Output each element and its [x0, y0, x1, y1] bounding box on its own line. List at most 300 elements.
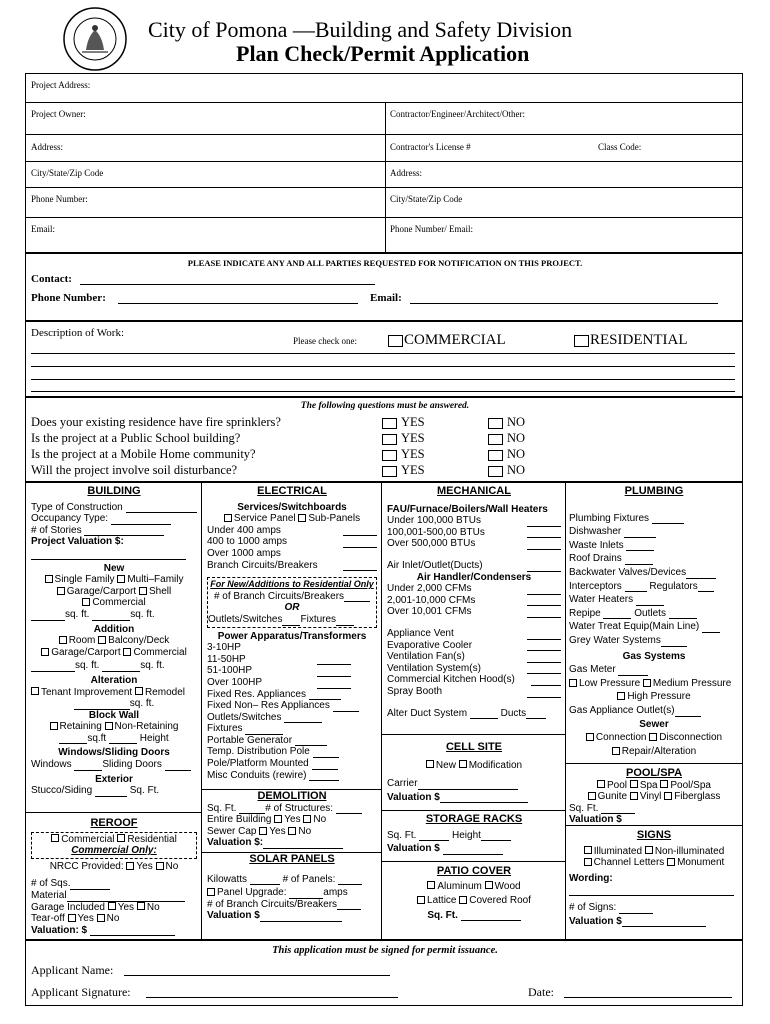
no-label: No: [146, 901, 160, 913]
r2001-field[interactable]: [527, 595, 561, 607]
no-label: No: [106, 913, 120, 925]
notify-email-field[interactable]: [410, 291, 718, 304]
o500-label: Over 500,000 BTUs: [387, 538, 476, 550]
residential-label: RESIDENTIAL: [590, 332, 688, 348]
no-label: NO: [507, 415, 526, 429]
stucco-field[interactable]: [95, 796, 127, 797]
electrical-title: ELECTRICAL: [257, 486, 327, 497]
entire-no-checkbox[interactable]: [303, 815, 311, 823]
hood-label: Commercial Kitchen Hood(s): [387, 674, 515, 686]
solar-valuation-label: Valuation $: [207, 910, 260, 922]
signs-section: [569, 830, 739, 927]
hp2-label: 11-50HP: [207, 653, 246, 665]
cellsite-title: CELL SITE: [445, 742, 503, 753]
fixed-res-label: Fixed Res. Appliances: [207, 688, 306, 700]
low-pressure-label: Low Pressure: [579, 677, 641, 689]
question-text: Will the project involve soil disturbance?: [31, 463, 238, 477]
medium-pressure-label: Medium Pressure: [652, 677, 732, 689]
patio-sqft-field[interactable]: [461, 920, 521, 921]
construction-type-label: Type of Construction: [31, 501, 123, 513]
poolspa-label: Pool/Spa: [670, 779, 711, 791]
under400-field[interactable]: [343, 525, 377, 537]
nrcc-label: NRCC Provided:: [49, 860, 124, 872]
service-panel-checkbox[interactable]: [224, 514, 232, 522]
treat-label: Water Treat Equip(Main Line): [569, 621, 700, 633]
no-label: No: [313, 814, 327, 826]
misc-field[interactable]: [309, 780, 339, 781]
date-label: Date:: [528, 985, 554, 999]
question-text: Is the project at a Public School building?: [31, 431, 241, 445]
addition-sqft-field-1[interactable]: [31, 671, 75, 672]
no-label: NO: [507, 447, 526, 461]
kw-field[interactable]: [250, 884, 280, 885]
medium-pressure-checkbox[interactable]: [643, 679, 651, 687]
reroof-residential-checkbox[interactable]: [117, 834, 125, 842]
solar-valuation-field[interactable]: [260, 921, 342, 922]
sqft-label: Sq. Ft.: [129, 785, 160, 797]
yes-checkbox[interactable]: [382, 466, 397, 477]
electrical-section: [207, 486, 377, 781]
question-text: Is the project at a Mobile Home community?: [31, 447, 256, 461]
reroof-valuation-label: Valuation: $: [31, 924, 88, 936]
demo-valuation-label: Valuation $:: [207, 837, 264, 849]
pool-title: POOL/SPA: [625, 768, 683, 779]
alter-duct-label: Alter Duct System: [387, 707, 468, 719]
roof-drains-label: Roof Drains: [569, 553, 622, 565]
new-commercial-label: Commercial: [92, 597, 146, 609]
tearoff-no-checkbox[interactable]: [97, 914, 105, 922]
addition-sqft-field-2[interactable]: [102, 671, 140, 672]
gas-meter-label: Gas Meter: [569, 664, 616, 676]
demolition-title: DEMOLITION: [257, 791, 327, 802]
monument-checkbox[interactable]: [667, 858, 675, 866]
temp-label: Temp. Distribution Pole: [207, 746, 310, 758]
o10001-field[interactable]: [527, 606, 561, 618]
room-checkbox[interactable]: [59, 636, 67, 644]
single-family-checkbox[interactable]: [45, 575, 53, 583]
windows-field[interactable]: [74, 770, 102, 771]
yes-option[interactable]: [382, 414, 488, 430]
retaining-checkbox[interactable]: [50, 722, 58, 730]
stucco-label: Stucco/Siding: [31, 785, 93, 797]
multi-family-label: Multi–Family: [127, 574, 184, 586]
plumbing-section: [569, 486, 739, 757]
illuminated-checkbox[interactable]: [584, 846, 592, 854]
shell-label: Shell: [149, 585, 172, 597]
yes-option[interactable]: [382, 430, 488, 446]
description-line-3[interactable]: [31, 379, 735, 380]
roof-drains-field[interactable]: [625, 564, 653, 565]
question-row: [31, 462, 551, 478]
panels-field[interactable]: [338, 884, 362, 885]
backwater-label: Backwater Valves/Devices: [569, 566, 687, 578]
questions-list: [31, 414, 551, 478]
no-option[interactable]: [488, 414, 525, 430]
no-option[interactable]: [488, 462, 525, 478]
u100-field[interactable]: [527, 515, 561, 527]
branch-field[interactable]: [343, 560, 377, 572]
disconnection-checkbox[interactable]: [649, 733, 657, 741]
covered-roof-label: Covered Roof: [469, 895, 531, 907]
sewer-no-checkbox[interactable]: [288, 827, 296, 835]
spa-label: Spa: [639, 779, 658, 791]
signs-valuation-field[interactable]: [622, 926, 706, 927]
pool-checkbox[interactable]: [597, 780, 605, 788]
cellsite-section: [387, 742, 561, 803]
mechanical-title: MECHANICAL: [437, 486, 511, 497]
entire-yes-checkbox[interactable]: [274, 815, 282, 823]
misc-label: Misc Conduits (rewire): [207, 769, 307, 781]
sqft-label: sq. ft.: [65, 608, 90, 620]
dishwasher-label: Dishwasher: [569, 526, 622, 538]
nrcc-no-checkbox[interactable]: [156, 862, 164, 870]
high-pressure-label: High Pressure: [627, 691, 691, 703]
vsys-label: Ventilation System(s): [387, 662, 481, 674]
description-line-1[interactable]: [31, 353, 735, 354]
regulators-label: Regulators: [649, 580, 698, 592]
notify-email-label: Email:: [370, 292, 402, 304]
air-inlet-field[interactable]: [527, 560, 561, 572]
reroof-valuation-field[interactable]: [90, 935, 175, 936]
spa-checkbox[interactable]: [630, 780, 638, 788]
addition-commercial-checkbox[interactable]: [123, 648, 131, 656]
vinyl-label: Vinyl: [639, 791, 662, 803]
nrcc-yes-checkbox[interactable]: [126, 862, 134, 870]
illuminated-label: Illuminated: [593, 845, 643, 857]
sqft-label: sq. ft.: [75, 660, 100, 672]
fans-label: Ventilation Fan(s): [387, 651, 465, 663]
description-line-2[interactable]: [31, 366, 735, 367]
new-heading: New: [103, 562, 125, 574]
air-inlet-label: Air Inlet/Outlet(Ducts): [387, 559, 483, 571]
hood-field[interactable]: [531, 674, 561, 686]
lattice-label: Lattice: [427, 895, 457, 907]
blockwall-heading: Block Wall: [88, 709, 140, 721]
patio-title: PATIO COVER: [436, 866, 512, 877]
notify-phone-label: Phone Number:: [31, 292, 106, 304]
u2000-field[interactable]: [527, 583, 561, 595]
new-commercial-checkbox[interactable]: [82, 598, 90, 606]
residential-option[interactable]: [574, 332, 688, 349]
reroof-section: [31, 818, 197, 936]
yes-checkbox[interactable]: [382, 418, 397, 429]
monument-label: Monument: [677, 857, 725, 869]
repair-checkbox[interactable]: [612, 747, 620, 755]
material-label: Material: [31, 889, 67, 901]
spray-field[interactable]: [527, 686, 561, 698]
cell-valuation-label: Valuation $: [387, 791, 440, 803]
pool-valuation-field[interactable]: [622, 825, 714, 826]
project-valuation-field[interactable]: [31, 552, 186, 560]
o10001-label: Over 10,001 CFMs: [387, 606, 472, 618]
treat-field[interactable]: [702, 632, 720, 633]
signs-title: SIGNS: [636, 830, 672, 841]
addition-garage-checkbox[interactable]: [41, 648, 49, 656]
alteration-heading: Alteration: [90, 674, 138, 686]
plumb-outlets-field[interactable]: [669, 618, 697, 619]
no-option[interactable]: [488, 430, 525, 446]
storage-sqft-field[interactable]: [419, 840, 449, 841]
demolition-section: [207, 791, 377, 849]
no-checkbox[interactable]: [488, 418, 503, 429]
branch-label: Branch Circuits/Breakers: [207, 559, 318, 571]
portable-label: Portable Generator: [207, 734, 293, 746]
wording-label: Wording:: [569, 872, 613, 884]
sewer-yes-checkbox[interactable]: [259, 827, 267, 835]
contact-field[interactable]: [80, 272, 375, 285]
high-pressure-checkbox[interactable]: [617, 692, 625, 700]
garage-no-checkbox[interactable]: [137, 902, 145, 910]
applicant-signature-field[interactable]: [146, 984, 398, 998]
wall-length-field[interactable]: [59, 743, 87, 744]
backwater-field[interactable]: [686, 578, 716, 579]
wood-checkbox[interactable]: [485, 881, 493, 889]
remodel-checkbox[interactable]: [135, 687, 143, 695]
for-new-label: For New/Additions to Residential Only: [210, 579, 374, 590]
page-title: Plan Check/Permit Application: [236, 41, 530, 66]
gas-outlets-label: Gas Appliance Outlet(s): [569, 704, 675, 716]
carrier-field[interactable]: [418, 789, 518, 790]
repipe-field[interactable]: [603, 618, 631, 619]
commercial-label: COMMERCIAL: [404, 332, 506, 348]
signs-valuation-label: Valuation $: [569, 915, 622, 927]
cell-mod-label: Modification: [468, 759, 523, 771]
low-pressure-checkbox[interactable]: [569, 679, 577, 687]
yes-option[interactable]: [382, 462, 488, 478]
building-title: BUILDING: [87, 486, 141, 497]
notify-phone-field[interactable]: [118, 291, 358, 304]
cell-valuation-field[interactable]: [440, 802, 528, 803]
r400-field[interactable]: [343, 536, 377, 548]
non-illuminated-label: Non-illuminated: [654, 845, 725, 857]
questions-heading: The following questions must be answered.: [300, 401, 470, 411]
poolspa-checkbox[interactable]: [660, 780, 668, 788]
shell-checkbox[interactable]: [139, 587, 147, 595]
patio-section: [387, 866, 561, 921]
gas-outlets-field[interactable]: [675, 716, 701, 717]
reroof-commercial-checkbox[interactable]: [51, 834, 59, 842]
contractor-phone-email-label: Phone Number/ Email:: [390, 224, 473, 234]
plumbing-fixtures-label: Plumbing Fixtures: [569, 512, 650, 524]
repipe-label: Repipe: [569, 607, 601, 619]
u100-label: Under 100,000 BTUs: [387, 515, 481, 527]
pool-label: Pool: [607, 779, 628, 791]
structures-field[interactable]: [336, 813, 362, 814]
yes-label: Yes: [269, 825, 286, 837]
commercial-option[interactable]: [388, 332, 506, 349]
entire-label: Entire Building: [207, 814, 272, 826]
branch2-field[interactable]: [344, 601, 370, 602]
class-code-label: Class Code:: [598, 142, 642, 152]
wood-label: Wood: [494, 880, 521, 892]
retaining-label: Retaining: [59, 721, 102, 733]
demo-sqft-label: Sq. Ft.: [207, 802, 237, 814]
wall-height-field[interactable]: [109, 743, 137, 744]
covered-roof-checkbox[interactable]: [459, 896, 467, 904]
no-label: No: [298, 825, 312, 837]
vinyl-checkbox[interactable]: [630, 792, 638, 800]
channel-checkbox[interactable]: [584, 858, 592, 866]
nonretaining-checkbox[interactable]: [105, 722, 113, 730]
vsys-field[interactable]: [527, 663, 561, 675]
applicant-name-label: Applicant Name:: [31, 963, 114, 977]
question-row: [31, 430, 551, 446]
yes-label: YES: [401, 463, 425, 477]
yes-label: Yes: [136, 860, 153, 872]
fixed-non-field[interactable]: [333, 711, 359, 712]
storage-height-field[interactable]: [481, 840, 511, 841]
pool-valuation-label: Valuation $: [569, 814, 622, 826]
r100-field[interactable]: [527, 527, 561, 539]
residential-checkbox[interactable]: [574, 335, 589, 347]
hp1-label: 3-10HP: [207, 642, 241, 654]
yes-label: YES: [401, 447, 425, 461]
vent-label: Appliance Vent: [387, 627, 454, 639]
project-owner-label: Project Owner:: [31, 109, 86, 119]
fiberglass-label: Fiberglass: [674, 791, 721, 803]
sliding-field[interactable]: [165, 770, 191, 771]
tearoff-yes-checkbox[interactable]: [68, 914, 76, 922]
multi-family-checkbox[interactable]: [117, 575, 125, 583]
alter-duct-field[interactable]: [470, 718, 498, 719]
yes-label: Yes: [284, 814, 301, 826]
reroof-residential-label: Residential: [127, 833, 177, 845]
room-label: Room: [68, 635, 96, 647]
yes-checkbox[interactable]: [382, 450, 397, 461]
tearoff-label: Tear-off: [31, 913, 65, 925]
yes-label: Yes: [77, 913, 94, 925]
connection-checkbox[interactable]: [586, 733, 594, 741]
no-label: No: [165, 860, 179, 872]
occupancy-label: Occupancy Type:: [31, 513, 109, 525]
amps-label: amps: [323, 887, 348, 899]
o500-field[interactable]: [527, 538, 561, 550]
aluminum-checkbox[interactable]: [427, 881, 435, 889]
no-checkbox[interactable]: [488, 450, 503, 461]
outlets2-field[interactable]: [284, 722, 322, 723]
carrier-label: Carrier: [387, 778, 418, 790]
solar-title: SOLAR PANELS: [249, 854, 335, 865]
panels-label: # of Panels:: [282, 873, 336, 885]
tenant-checkbox[interactable]: [31, 687, 39, 695]
balcony-checkbox[interactable]: [98, 636, 106, 644]
storage-valuation-label: Valuation $: [387, 843, 440, 855]
project-address-label: Project Address:: [31, 80, 91, 90]
fans-field[interactable]: [527, 651, 561, 663]
garage-yes-checkbox[interactable]: [108, 902, 116, 910]
non-illuminated-checkbox[interactable]: [645, 846, 653, 854]
signs-count-label: # of Signs:: [569, 901, 617, 913]
cell-mod-checkbox[interactable]: [459, 760, 467, 768]
gunite-checkbox[interactable]: [588, 792, 596, 800]
question-row: [31, 446, 551, 462]
addition-heading: Addition: [93, 623, 135, 635]
remodel-label: Remodel: [144, 686, 185, 698]
storage-valuation-field[interactable]: [443, 854, 503, 855]
solar-branch-label: # of Branch Circuits/Breakers: [207, 898, 338, 910]
sub-panels-label: Sub-Panels: [308, 513, 361, 525]
description-line-4[interactable]: [31, 391, 735, 392]
evap-field[interactable]: [527, 640, 561, 652]
evap-label: Evaporative Cooler: [387, 639, 473, 651]
fiberglass-checkbox[interactable]: [664, 792, 672, 800]
description-label: Description of Work:: [31, 327, 125, 339]
sliding-label: Sliding Doors: [102, 759, 162, 771]
applicant-signature-label: Applicant Signature:: [31, 985, 131, 999]
demo-valuation-field[interactable]: [263, 848, 343, 849]
commercial-checkbox[interactable]: [388, 335, 403, 347]
plumbing-fixtures-field[interactable]: [652, 523, 684, 524]
gas-heading: Gas Systems: [622, 650, 686, 662]
project-valuation-label: Project Valuation $:: [31, 536, 124, 548]
panel-upgrade-checkbox[interactable]: [207, 888, 215, 896]
gas-meter-field[interactable]: [618, 675, 648, 676]
disconnection-label: Disconnection: [659, 732, 723, 744]
sub-panels-checkbox[interactable]: [298, 514, 306, 522]
no-option[interactable]: [488, 446, 525, 462]
new-sqft-field-1[interactable]: [31, 620, 65, 621]
sqs-label: # of Sqs.: [31, 878, 71, 890]
grey-label: Grey Water Systems: [569, 634, 661, 646]
wording-field[interactable]: [569, 888, 734, 896]
waste-inlets-field[interactable]: [626, 550, 654, 551]
no-label: NO: [507, 463, 526, 477]
r400-label: 400 to 1000 amps: [207, 536, 288, 548]
outlets-field[interactable]: [282, 625, 300, 626]
interceptors-field[interactable]: [625, 591, 647, 592]
yes-checkbox[interactable]: [382, 434, 397, 445]
garage-checkbox[interactable]: [57, 587, 65, 595]
sqft-label: sq. ft.: [140, 660, 165, 672]
lattice-checkbox[interactable]: [417, 896, 425, 904]
yes-label: Yes: [117, 901, 135, 913]
plumbing-title: PLUMBING: [624, 486, 684, 497]
plumb-outlets-label: Outlets: [634, 607, 666, 619]
applicant-name-field[interactable]: [124, 962, 390, 976]
date-field[interactable]: [564, 984, 732, 998]
hp2-field[interactable]: [317, 654, 351, 666]
regulators-field[interactable]: [698, 591, 714, 592]
interceptors-label: Interceptors: [569, 580, 622, 592]
ducts-field[interactable]: [526, 718, 546, 719]
hp4-field[interactable]: [317, 677, 351, 689]
over1000-label: Over 1000 amps: [207, 547, 281, 559]
fixtures-field[interactable]: [336, 625, 354, 626]
signs-count-field[interactable]: [619, 913, 653, 914]
tenant-label: Tenant Improvement: [41, 686, 133, 698]
no-checkbox[interactable]: [488, 466, 503, 477]
cell-new-checkbox[interactable]: [426, 760, 434, 768]
vent-field[interactable]: [527, 628, 561, 640]
heaters-label: Water Heaters: [569, 594, 634, 606]
owner-address-label: Address:: [31, 142, 63, 152]
r100-label: 100,001-500,00 BTUs: [387, 526, 485, 538]
yes-option[interactable]: [382, 446, 488, 462]
storage-sqft-label: Sq. Ft.: [387, 829, 417, 841]
owner-phone-label: Phone Number:: [31, 194, 88, 204]
power-heading: Power Apparatus/Transformers: [217, 630, 367, 642]
dishwasher-field[interactable]: [624, 537, 656, 538]
contractor-address-label: Address:: [390, 168, 422, 178]
heaters-field[interactable]: [636, 605, 664, 606]
channel-label: Channel Letters: [593, 857, 665, 869]
grey-field[interactable]: [661, 646, 687, 647]
no-checkbox[interactable]: [488, 434, 503, 445]
waste-inlets-label: Waste Inlets: [569, 539, 624, 551]
new-sqft-field-2[interactable]: [92, 620, 130, 621]
hp3-field[interactable]: [317, 665, 351, 677]
service-panel-label: Service Panel: [233, 513, 296, 525]
